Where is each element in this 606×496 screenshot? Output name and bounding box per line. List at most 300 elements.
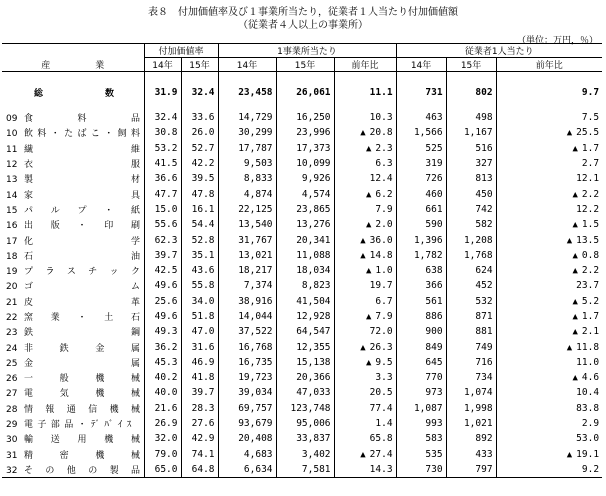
rate-14: 39.7 <box>144 248 181 263</box>
est-change: 65.8 <box>334 431 396 446</box>
est-15: 17,373 <box>276 141 334 156</box>
emp-change: ▲ 2.2 <box>496 186 602 201</box>
emp-15: 1,021 <box>446 416 496 431</box>
rate-14: 40.0 <box>144 385 181 400</box>
emp-15: 452 <box>446 278 496 293</box>
industry-code: 17 <box>6 236 18 247</box>
rate-15: 74.1 <box>181 447 218 462</box>
est-change: ▲ 27.4 <box>334 447 396 462</box>
rate-14: 15.0 <box>144 202 181 217</box>
industry-name <box>2 355 144 370</box>
table-row <box>2 447 602 462</box>
industry-label: 精密機械 <box>24 450 140 461</box>
est-14: 9,503 <box>218 156 276 171</box>
emp-15: 532 <box>446 294 496 309</box>
est-15: 20,341 <box>276 232 334 247</box>
emp-15: 1,998 <box>446 401 496 416</box>
table-row <box>2 125 602 140</box>
industry-code: 10 <box>6 129 18 140</box>
est-15: 15,138 <box>276 355 334 370</box>
rate-14: 47.7 <box>144 186 181 201</box>
emp-14: 561 <box>396 294 446 309</box>
emp-14: 1,782 <box>396 248 446 263</box>
est-14: 8,833 <box>218 171 276 186</box>
est-15: 12,355 <box>276 339 334 354</box>
emp-14: 973 <box>396 385 446 400</box>
industry-code: 19 <box>6 267 18 278</box>
est-14: 14,729 <box>218 110 276 125</box>
est-15: 12,928 <box>276 309 334 324</box>
industry-name <box>2 171 144 186</box>
rate-15: 35.1 <box>181 248 218 263</box>
emp-15: 1,074 <box>446 385 496 400</box>
header-row-groups <box>2 44 602 58</box>
industry-label: 衣服 <box>24 160 140 171</box>
decrease-marker: ▲ <box>572 250 578 261</box>
rate-15: 64.8 <box>181 462 218 478</box>
emp-14: 460 <box>396 186 446 201</box>
est-15: 41,504 <box>276 294 334 309</box>
table-title: 表８ 付加価値率及び１事業所当たり，従業者１人当たり付加価値額 <box>148 7 458 18</box>
est-14: 6,634 <box>218 462 276 478</box>
decrease-marker: ▲ <box>566 449 573 460</box>
industry-label: 製材 <box>24 175 140 186</box>
decrease-marker: ▲ <box>360 235 366 246</box>
table-row <box>2 324 602 339</box>
industry-label: 飲料・たばこ・飼料 <box>24 129 140 140</box>
emp-14: 583 <box>396 431 446 446</box>
est-change: ▲ 2.3 <box>334 141 396 156</box>
decrease-marker: ▲ <box>360 128 366 139</box>
industry-label: 食料品 <box>24 114 140 125</box>
table-subtitle: （従業者４人以上の事業所） <box>238 20 368 31</box>
industry-code: 13 <box>6 175 18 186</box>
decrease-marker: ▲ <box>572 189 578 200</box>
year-header-14: 14年 <box>144 58 181 72</box>
emp-14: 638 <box>396 263 446 278</box>
industry-name <box>2 324 144 339</box>
est-change: 72.0 <box>334 324 396 339</box>
group-header-rate: 付加価値率 <box>144 44 218 58</box>
rate-15: 42.2 <box>181 156 218 171</box>
rate-15: 51.8 <box>181 309 218 324</box>
rate-15: 52.8 <box>181 232 218 247</box>
total-rate-15: 32.4 <box>181 82 218 102</box>
emp-14: 730 <box>396 462 446 478</box>
est-14: 30,299 <box>218 125 276 140</box>
industry-label: 化学 <box>24 236 140 247</box>
total-est-15: 26,061 <box>276 82 334 102</box>
emp-15: 624 <box>446 263 496 278</box>
emp-change: ▲ 25.5 <box>496 125 602 140</box>
emp-15: 516 <box>446 141 496 156</box>
industry-name <box>2 294 144 309</box>
est-14: 39,034 <box>218 385 276 400</box>
industry-code: 24 <box>6 343 18 354</box>
decrease-marker: ▲ <box>566 235 573 246</box>
emp-change: ▲ 0.8 <box>496 248 602 263</box>
industry-name <box>2 385 144 400</box>
industry-code: 21 <box>6 297 18 308</box>
decrease-marker: ▲ <box>365 357 372 368</box>
rate-15: 16.1 <box>181 202 218 217</box>
table-row <box>2 355 602 370</box>
rate-14: 21.6 <box>144 401 181 416</box>
est-14: 7,374 <box>218 278 276 293</box>
table-row <box>2 462 602 478</box>
est-15: 13,276 <box>276 217 334 232</box>
est-15: 23,865 <box>276 202 334 217</box>
industry-label: 鉄鋼 <box>24 328 140 339</box>
year-header-15: 15年 <box>181 58 218 72</box>
est-14: 69,757 <box>218 401 276 416</box>
industry-label: ゴム <box>24 282 140 293</box>
table-row <box>2 171 602 186</box>
emp-change: ▲ 1.5 <box>496 217 602 232</box>
est-14: 13,021 <box>218 248 276 263</box>
rate-14: 36.6 <box>144 171 181 186</box>
decrease-marker: ▲ <box>572 266 578 277</box>
emp-15: 797 <box>446 462 496 478</box>
rate-14: 49.6 <box>144 278 181 293</box>
emp-14: 319 <box>396 156 446 171</box>
industry-name <box>2 156 144 171</box>
decrease-marker: ▲ <box>566 342 573 353</box>
est-change: ▲ 7.9 <box>334 309 396 324</box>
value-added-table <box>2 43 602 478</box>
emp-change: 23.7 <box>496 278 602 293</box>
rate-15: 47.8 <box>181 186 218 201</box>
rate-14: 79.0 <box>144 447 181 462</box>
rate-14: 45.3 <box>144 355 181 370</box>
est-15: 47,033 <box>276 385 334 400</box>
est-15: 3,402 <box>276 447 334 462</box>
industry-name <box>2 186 144 201</box>
est-14: 22,125 <box>218 202 276 217</box>
industry-label: 輸送用機械 <box>24 435 140 446</box>
rate-14: 55.6 <box>144 217 181 232</box>
industry-code: 26 <box>6 374 18 385</box>
table-row <box>2 416 602 431</box>
est-15: 33,837 <box>276 431 334 446</box>
emp-15: 871 <box>446 309 496 324</box>
rate-15: 46.9 <box>181 355 218 370</box>
industry-label: 一般機械 <box>24 374 140 385</box>
rate-14: 30.8 <box>144 125 181 140</box>
emp-15: 813 <box>446 171 496 186</box>
year-header-15: 15年 <box>276 58 334 72</box>
rate-14: 42.5 <box>144 263 181 278</box>
est-change: ▲ 20.8 <box>334 125 396 140</box>
rate-14: 65.0 <box>144 462 181 478</box>
spacer-row <box>2 72 602 83</box>
industry-name <box>2 370 144 385</box>
est-14: 19,723 <box>218 370 276 385</box>
total-est-change: 11.1 <box>334 82 396 102</box>
emp-15: 1,167 <box>446 125 496 140</box>
est-change: 1.4 <box>334 416 396 431</box>
industry-label: その他の製品 <box>24 465 140 476</box>
industry-label: 繊維 <box>24 144 140 155</box>
emp-change: 11.0 <box>496 355 602 370</box>
industry-label: パルプ・紙 <box>24 205 140 216</box>
est-change: 14.3 <box>334 462 396 478</box>
est-15: 8,823 <box>276 278 334 293</box>
total-emp-14: 731 <box>396 82 446 102</box>
est-14: 14,044 <box>218 309 276 324</box>
spacer-row <box>2 102 602 110</box>
industry-label: 電気機械 <box>24 389 140 400</box>
rate-15: 43.6 <box>181 263 218 278</box>
table-row <box>2 263 602 278</box>
rate-14: 32.4 <box>144 110 181 125</box>
total-emp-change: 9.7 <box>496 82 602 102</box>
est-change: 7.9 <box>334 202 396 217</box>
industry-name <box>2 339 144 354</box>
est-14: 37,522 <box>218 324 276 339</box>
emp-14: 661 <box>396 202 446 217</box>
rate-15: 31.6 <box>181 339 218 354</box>
year-header-14: 14年 <box>218 58 276 72</box>
est-15: 16,250 <box>276 110 334 125</box>
industry-code: 27 <box>6 389 18 400</box>
rate-15: 39.5 <box>181 171 218 186</box>
emp-change: ▲ 13.5 <box>496 232 602 247</box>
est-15: 4,574 <box>276 186 334 201</box>
emp-change: ▲ 2.1 <box>496 324 602 339</box>
emp-15: 881 <box>446 324 496 339</box>
rate-14: 49.3 <box>144 324 181 339</box>
emp-14: 645 <box>396 355 446 370</box>
prev-year-header: 前年比 <box>496 58 602 72</box>
industry-name <box>2 202 144 217</box>
emp-14: 993 <box>396 416 446 431</box>
emp-15: 892 <box>446 431 496 446</box>
industry-code: 31 <box>6 450 18 461</box>
emp-14: 366 <box>396 278 446 293</box>
table-row <box>2 294 602 309</box>
industry-label: 非鉄金属 <box>24 343 140 354</box>
est-change: 10.3 <box>334 110 396 125</box>
decrease-marker: ▲ <box>360 250 366 261</box>
rate-15: 39.7 <box>181 385 218 400</box>
est-15: 7,581 <box>276 462 334 478</box>
total-row <box>2 82 602 102</box>
industry-code: 25 <box>6 358 18 369</box>
industry-name <box>2 248 144 263</box>
industry-code: 22 <box>6 313 18 323</box>
decrease-marker: ▲ <box>360 342 366 353</box>
est-change: 19.7 <box>334 278 396 293</box>
industry-name <box>2 110 144 125</box>
est-change: ▲ 2.0 <box>334 217 396 232</box>
industry-code: 16 <box>6 221 18 232</box>
total-emp-15: 802 <box>446 82 496 102</box>
table-row <box>2 385 602 400</box>
industry-code: 29 <box>6 420 18 431</box>
prev-year-header: 前年比 <box>334 58 396 72</box>
industry-code: 30 <box>6 435 18 446</box>
emp-14: 849 <box>396 339 446 354</box>
emp-14: 770 <box>396 370 446 385</box>
est-15: 23,996 <box>276 125 334 140</box>
est-14: 31,767 <box>218 232 276 247</box>
decrease-marker: ▲ <box>572 296 578 307</box>
est-change: 12.4 <box>334 171 396 186</box>
emp-15: 1,208 <box>446 232 496 247</box>
table-row <box>2 431 602 446</box>
est-14: 4,683 <box>218 447 276 462</box>
industry-code: 15 <box>6 205 18 216</box>
est-change: ▲ 14.8 <box>334 248 396 263</box>
est-14: 20,408 <box>218 431 276 446</box>
industry-name <box>2 232 144 247</box>
est-14: 38,916 <box>218 294 276 309</box>
emp-change: 83.8 <box>496 401 602 416</box>
decrease-marker: ▲ <box>365 266 372 277</box>
rate-14: 26.9 <box>144 416 181 431</box>
rate-15: 42.9 <box>181 431 218 446</box>
emp-14: 1,396 <box>396 232 446 247</box>
industry-name <box>2 141 144 156</box>
decrease-marker: ▲ <box>365 189 372 200</box>
industry-name <box>2 309 144 324</box>
est-15: 95,006 <box>276 416 334 431</box>
rate-15: 52.7 <box>181 141 218 156</box>
decrease-marker: ▲ <box>572 143 578 154</box>
emp-change: 10.4 <box>496 385 602 400</box>
industry-code: 20 <box>6 282 18 293</box>
emp-change: 7.5 <box>496 110 602 125</box>
est-change: 6.3 <box>334 156 396 171</box>
emp-14: 525 <box>396 141 446 156</box>
industry-code: 09 <box>6 114 18 125</box>
industry-label: 情報通信機械 <box>24 404 140 415</box>
est-15: 9,926 <box>276 171 334 186</box>
unit-label: （単位：万円，％） <box>516 36 598 46</box>
emp-15: 716 <box>446 355 496 370</box>
emp-14: 1,087 <box>396 401 446 416</box>
emp-change: ▲ 11.8 <box>496 339 602 354</box>
decrease-marker: ▲ <box>365 312 372 322</box>
industry-name <box>2 217 144 232</box>
emp-15: 450 <box>446 186 496 201</box>
industry-name <box>2 125 144 140</box>
est-14: 18,217 <box>218 263 276 278</box>
est-change: ▲ 6.2 <box>334 186 396 201</box>
emp-change: 12.1 <box>496 171 602 186</box>
emp-15: 582 <box>446 217 496 232</box>
est-14: 4,874 <box>218 186 276 201</box>
table-row <box>2 141 602 156</box>
emp-14: 1,566 <box>396 125 446 140</box>
est-15: 20,366 <box>276 370 334 385</box>
decrease-marker: ▲ <box>365 220 372 231</box>
industry-label: 家具 <box>24 190 140 201</box>
est-15: 18,034 <box>276 263 334 278</box>
decrease-marker: ▲ <box>572 327 578 338</box>
decrease-marker: ▲ <box>572 220 578 231</box>
rate-15: 34.0 <box>181 294 218 309</box>
emp-15: 433 <box>446 447 496 462</box>
industry-code: 32 <box>6 465 18 476</box>
table-row <box>2 309 602 324</box>
table-row <box>2 401 602 416</box>
emp-change: 2.7 <box>496 156 602 171</box>
group-header-per-employee: 従業者1人当たり <box>396 44 602 58</box>
rate-14: 41.5 <box>144 156 181 171</box>
rate-15: 41.8 <box>181 370 218 385</box>
industry-name <box>2 462 144 478</box>
rate-15: 28.3 <box>181 401 218 416</box>
industry-name <box>2 416 144 431</box>
est-14: 16,735 <box>218 355 276 370</box>
emp-15: 1,768 <box>446 248 496 263</box>
emp-14: 886 <box>396 309 446 324</box>
decrease-marker: ▲ <box>360 449 366 460</box>
rate-14: 32.0 <box>144 431 181 446</box>
est-14: 93,679 <box>218 416 276 431</box>
est-change: ▲ 1.0 <box>334 263 396 278</box>
table-row <box>2 278 602 293</box>
industry-label: 出版・印刷 <box>24 221 140 232</box>
est-14: 13,540 <box>218 217 276 232</box>
emp-change: ▲ 19.1 <box>496 447 602 462</box>
emp-change: ▲ 4.6 <box>496 370 602 385</box>
est-15: 10,099 <box>276 156 334 171</box>
emp-14: 726 <box>396 171 446 186</box>
emp-change: 9.2 <box>496 462 602 478</box>
table-row <box>2 248 602 263</box>
emp-14: 463 <box>396 110 446 125</box>
industry-code: 28 <box>6 404 18 415</box>
table-row <box>2 232 602 247</box>
emp-15: 498 <box>446 110 496 125</box>
industry-name <box>2 447 144 462</box>
total-label: 総 数 <box>34 88 114 99</box>
industry-code: 23 <box>6 328 18 339</box>
year-header-14: 14年 <box>396 58 446 72</box>
industry-name <box>2 401 144 416</box>
est-15: 123,748 <box>276 401 334 416</box>
est-change: ▲ 9.5 <box>334 355 396 370</box>
industry-code: 12 <box>6 160 18 171</box>
table-row <box>2 370 602 385</box>
total-est-14: 23,458 <box>218 82 276 102</box>
decrease-marker: ▲ <box>572 312 578 322</box>
emp-change: ▲ 5.2 <box>496 294 602 309</box>
est-14: 17,787 <box>218 141 276 156</box>
est-14: 16,768 <box>218 339 276 354</box>
emp-15: 327 <box>446 156 496 171</box>
table-row <box>2 186 602 201</box>
decrease-marker: ▲ <box>365 143 372 154</box>
table-row <box>2 156 602 171</box>
industry-label: 電子部品・ﾃﾞﾊﾞｲｽ <box>24 420 136 431</box>
industry-code: 18 <box>6 251 18 262</box>
emp-change: 53.0 <box>496 431 602 446</box>
decrease-marker: ▲ <box>572 373 578 384</box>
industry-label: プラスチック <box>24 267 140 278</box>
est-15: 64,547 <box>276 324 334 339</box>
emp-14: 535 <box>396 447 446 462</box>
emp-15: 734 <box>446 370 496 385</box>
est-change: 3.3 <box>334 370 396 385</box>
rate-14: 53.2 <box>144 141 181 156</box>
rate-15: 26.0 <box>181 125 218 140</box>
group-header-per-establishment: 1事業所当たり <box>218 44 396 58</box>
industry-code: 14 <box>6 190 18 201</box>
